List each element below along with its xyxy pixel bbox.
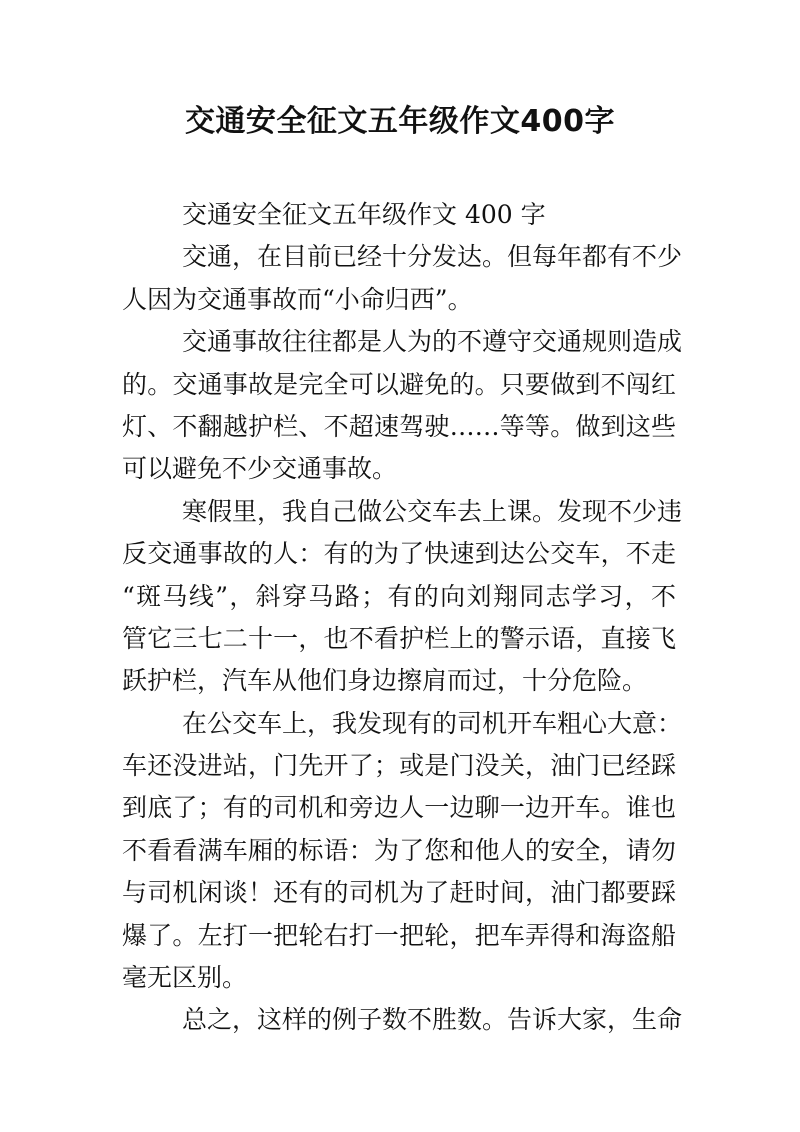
subtitle-line: 交通安全征文五年级作文 400 字 <box>182 200 546 229</box>
paragraph-line: 管它三七二十一，也不看护栏上的警示语，直接飞 <box>122 623 676 653</box>
paragraph-line: 人因为交通事故而“小命归西”。 <box>122 284 473 314</box>
paragraph-line: 总之，这样的例子数不胜数。告诉大家，生命 <box>182 1005 683 1035</box>
paragraph-line: 可以避免不少交通事故。 <box>122 454 398 484</box>
paragraph-line: 不看看满车厢的标语：为了您和他人的安全，请勿 <box>122 835 676 865</box>
paragraph-line: 与司机闲谈！还有的司机为了赶时间，油门都要踩 <box>122 878 676 908</box>
paragraph-line: 车还没进站，门先开了；或是门没关，油门已经踩 <box>122 751 676 781</box>
paragraph-line: 寒假里，我自己做公交车去上课。发现不少违 <box>182 496 683 526</box>
paragraph-line: 跃护栏，汽车从他们身边擦肩而过，十分危险。 <box>122 666 648 696</box>
paragraph-line: 灯、不翻越护栏、不超速驾驶……等等。做到这些 <box>122 411 676 441</box>
document-body <box>122 194 683 1042</box>
paragraph-line: 在公交车上，我发现有的司机开车粗心大意： <box>182 708 683 738</box>
paragraph-line: 毫无区别。 <box>122 963 248 993</box>
paragraph-line: “斑马线”，斜穿马路；有的向刘翔同志学习，不 <box>122 581 676 611</box>
document-title: 交通安全征文五年级作文400字 <box>184 104 616 139</box>
paragraph-line: 爆了。左打一把轮右打一把轮，把车弄得和海盗船 <box>122 920 676 950</box>
paragraph-line: 交通，在目前已经十分发达。但每年都有不少 <box>182 242 683 272</box>
paragraph-line: 交通事故往往都是人为的不遵守交通规则造成 <box>182 327 683 357</box>
paragraph-line: 的。交通事故是完全可以避免的。只要做到不闯红 <box>122 369 676 399</box>
paragraph-line: 反交通事故的人：有的为了快速到达公交车，不走 <box>122 539 676 569</box>
paragraph-line: 到底了；有的司机和旁边人一边聊一边开车。谁也 <box>122 793 676 823</box>
